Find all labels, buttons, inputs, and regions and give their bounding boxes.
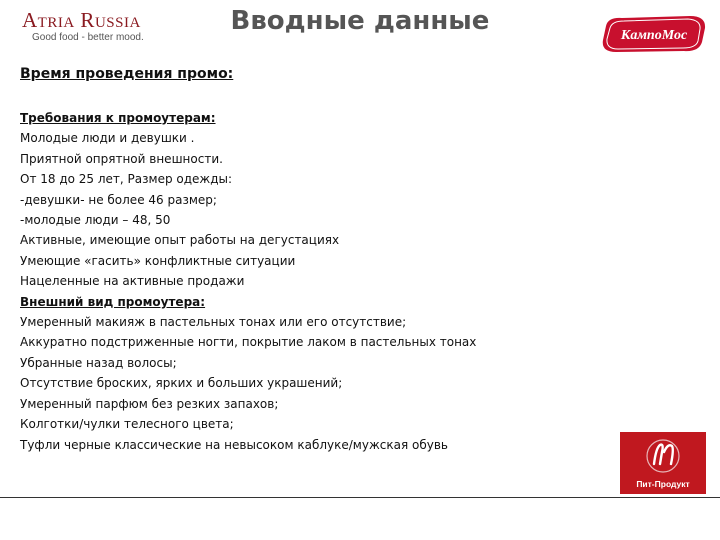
svg-text:КампоМос: КампоМос [620,28,688,43]
appearance-line: Умеренный парфюм без резких запахов; [20,396,279,411]
appearance-line: Колготки/чулки телесного цвета; [20,417,234,432]
kampomos-logo-graphic [598,14,710,54]
appearance-line: Убранные назад волосы; [20,355,177,370]
promo-time-heading: Время проведения промо: [20,66,234,82]
requirement-line: Умеющие «гасить» конфликтные ситуации [20,253,296,268]
pit-product-logo [620,432,706,494]
appearance-line: Аккуратно подстриженные ногти, покрытие лаком в пастельных тонах [20,335,477,350]
appearance-line: Отсутствие броских, ярких и больших украшений; [20,376,343,391]
promoter-requirements-heading: Требования к промоутерам: [20,111,216,125]
atria-russia-tagline: Good food - better mood. [32,32,144,43]
page-title: Вводные данные [230,6,490,36]
requirement-line: -девушки- не более 46 размер; [20,192,217,207]
requirements-text [20,108,476,455]
appearance-line: Туфли черные классические на невысоком каблуке/мужская обувь [20,437,448,452]
requirement-line: Нацеленные на активные продажи [20,274,245,289]
requirement-line: -молодые люди – 48, 50 [20,213,171,228]
appearance-line: Умеренный макияж в пастельных тонах или его отсутствие; [20,315,407,330]
kampomos-logo [598,14,710,54]
appearance-heading: Внешний вид промоутера: [20,294,206,309]
atria-russia-logo [22,8,162,42]
bottom-divider [0,497,720,498]
requirement-line: Активные, имеющие опыт работы на дегустациях [20,233,340,248]
atria-russia-wordmark: ATRIA RUSSIA [22,8,141,32]
requirement-line: От 18 до 25 лет, Размер одежды: [20,172,233,187]
svg-text:Пит-Продукт: Пит-Продукт [636,479,690,489]
requirement-line: Молодые люди и девушки . [20,131,195,146]
pit-product-logo-graphic [620,432,706,494]
requirement-line: Приятной опрятной внешности. [20,151,223,166]
